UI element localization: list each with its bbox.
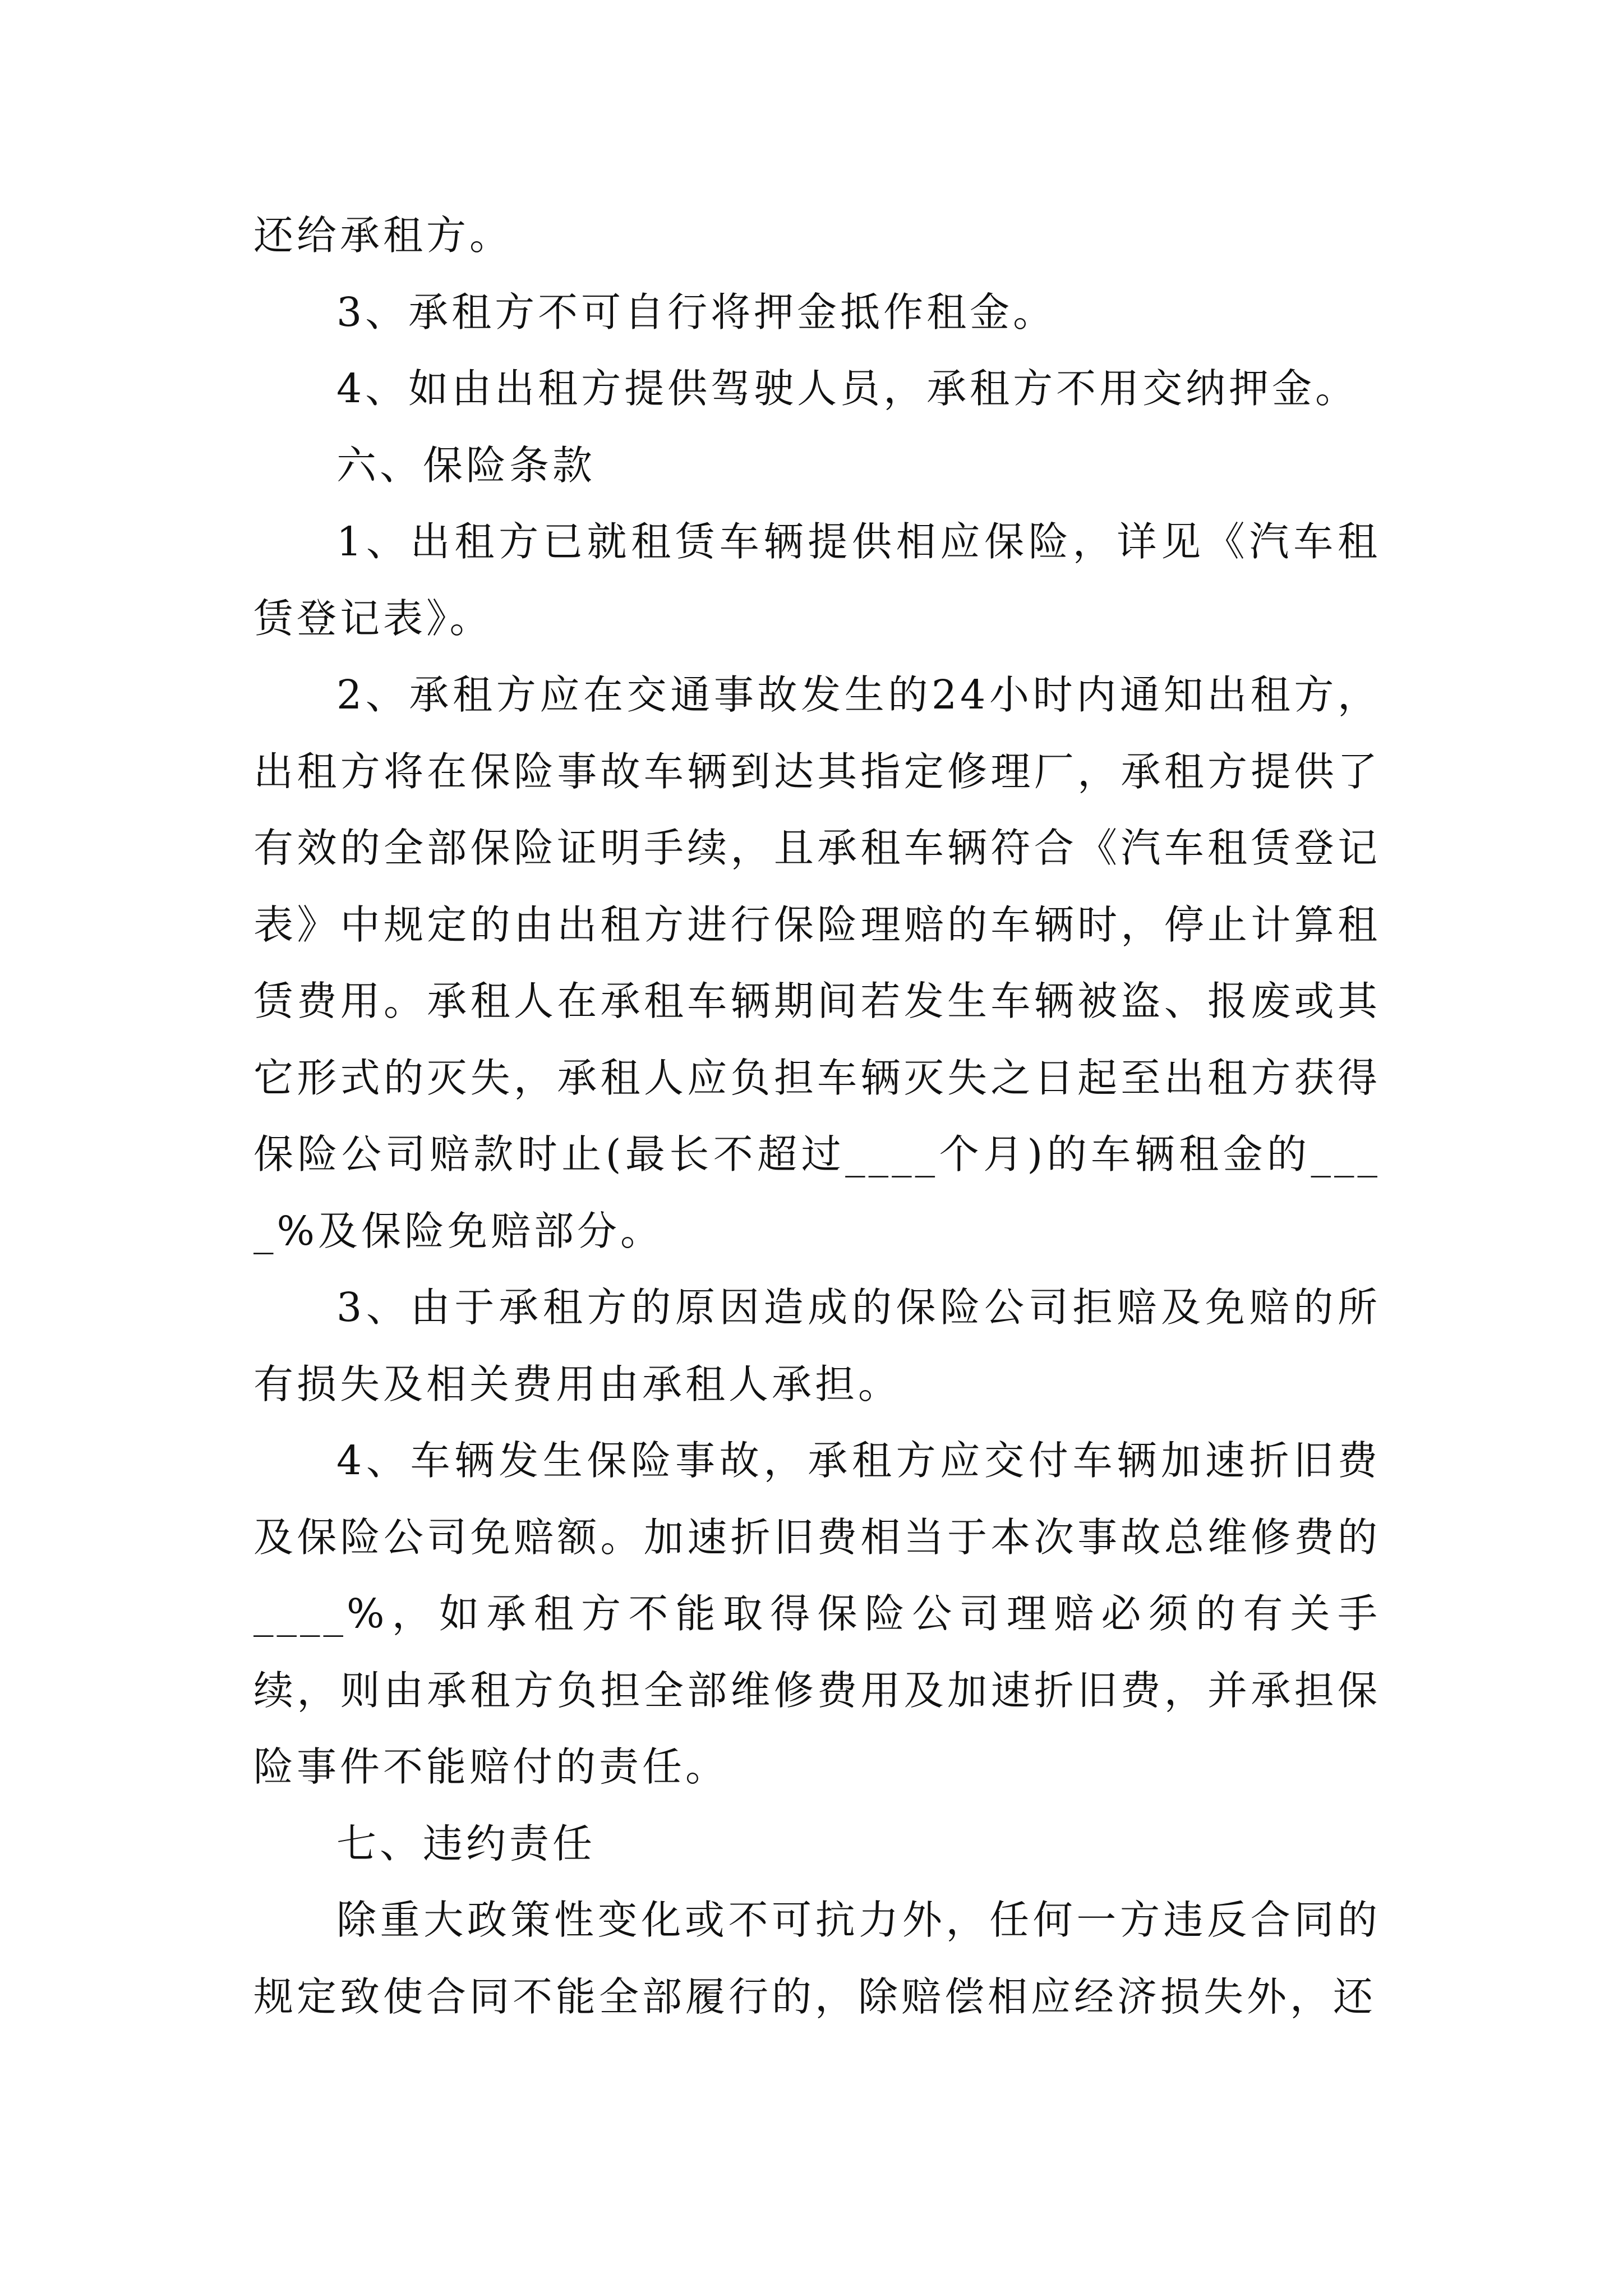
clause-insurance-4: 4、车辆发生保险事故，承租方应交付车辆加速折旧费及保险公司免赔额。加速折旧费相当于本次事故总维修费的____%，如承租方不能取得保险公司理赔必须的有关手续，则由承租方负担全部维修费用及加速折旧费，并承担保险事件不能赔付的责任。 — [253, 1437, 1381, 1790]
paragraph-return-deposit: 还给承租方。 — [253, 212, 513, 259]
clause-liability: 除重大政策性变化或不可抗力外，任何一方违反合同的规定致使合同不能全部履行的，除赔偿相应经济损失外，还 — [253, 1897, 1381, 2020]
clause-insurance-1: 1、出租方已就租赁车辆提供相应保险，详见《汽车租赁登记表》。 — [253, 518, 1381, 642]
clause-insurance-2: 2、承租方应在交通事故发生的24小时内通知出租方，出租方将在保险事故车辆到达其指定修理厂，承租方提供了有效的全部保险证明手续，且承租车辆符合《汽车租赁登记表》中规定的由出租方进行保险理赔的车辆时，停止计算租赁费用。承租人在承租车辆期间若发生车辆被盗、报废或其它形式的灭失，承租人应负担车辆灭失之日起至出租方获得保险公司赔款时止(最长不超过____个月)的车辆租金的____%及保险免赔部分。 — [253, 671, 1381, 1254]
section-heading-liability: 七、违约责任 — [336, 1820, 596, 1867]
clause-deposit-3: 3、承租方不可自行将押金抵作租金。 — [336, 288, 1057, 335]
section-heading-insurance: 六、保险条款 — [336, 441, 596, 489]
clause-insurance-3: 3、由于承租方的原因造成的保险公司拒赔及免赔的所有损失及相关费用由承租人承担。 — [253, 1284, 1381, 1407]
clause-deposit-4: 4、如由出租方提供驾驶人员，承租方不用交纳押金。 — [336, 365, 1359, 412]
document-body — [253, 197, 1381, 2035]
